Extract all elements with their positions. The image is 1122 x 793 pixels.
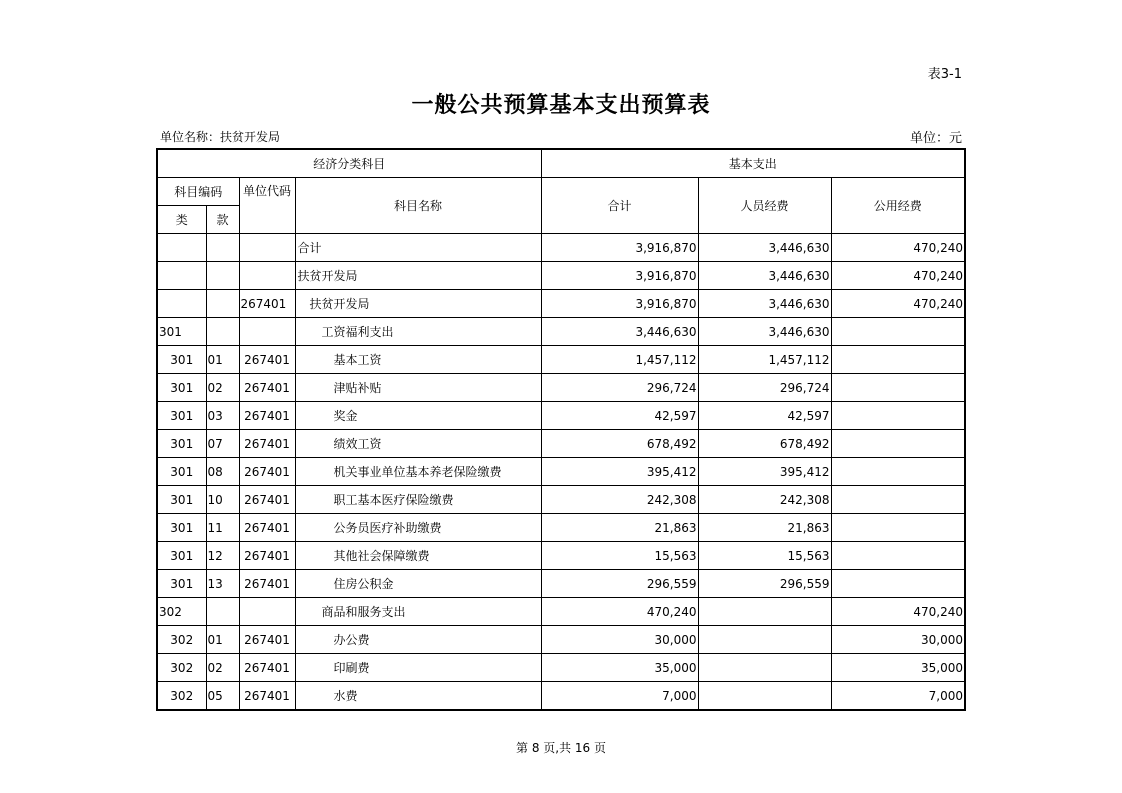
table-row: [157, 290, 965, 318]
cell-total: 3,916,870: [541, 262, 698, 290]
cell-unit-code: [239, 318, 295, 346]
unit-name: 单位名称：扶贫开发局: [160, 130, 281, 144]
cell-lei: 302: [157, 682, 206, 711]
cell-kuan: 05: [206, 682, 239, 711]
header-public: 公用经费: [831, 178, 965, 234]
cell-total: 42,597: [541, 402, 698, 430]
cell-kuan: 01: [206, 626, 239, 654]
table-row: [157, 598, 965, 626]
cell-public: 470,240: [831, 262, 965, 290]
table-row: [157, 514, 965, 542]
cell-subject-name: 扶贫开发局: [295, 262, 541, 290]
cell-unit-code: 267401: [239, 570, 295, 598]
page-number: 第 8 页,共 16 页: [516, 741, 606, 755]
cell-subject-name: 工资福利支出: [295, 318, 541, 346]
cell-subject-name: 商品和服务支出: [295, 598, 541, 626]
cell-total: 296,559: [541, 570, 698, 598]
cell-subject-name: 奖金: [295, 402, 541, 430]
header-personnel: 人员经费: [698, 178, 831, 234]
table-row: [157, 682, 965, 711]
cell-total: 395,412: [541, 458, 698, 486]
cell-subject-name: 合计: [295, 234, 541, 262]
cell-unit-code: 267401: [239, 374, 295, 402]
cell-personnel: [698, 654, 831, 682]
cell-unit-code: 267401: [239, 654, 295, 682]
table-row: [157, 318, 965, 346]
cell-kuan: [206, 234, 239, 262]
cell-unit-code: 267401: [239, 458, 295, 486]
table-row: [157, 626, 965, 654]
cell-total: 3,916,870: [541, 234, 698, 262]
cell-lei: 302: [157, 654, 206, 682]
table-row: [157, 234, 965, 262]
cell-kuan: 13: [206, 570, 239, 598]
cell-kuan: 12: [206, 542, 239, 570]
cell-total: 3,446,630: [541, 318, 698, 346]
cell-subject-name: 其他社会保障缴费: [295, 542, 541, 570]
cell-unit-code: [239, 262, 295, 290]
table-row: [157, 430, 965, 458]
cell-subject-name: 水费: [295, 682, 541, 711]
cell-personnel: 3,446,630: [698, 318, 831, 346]
cell-personnel: 3,446,630: [698, 234, 831, 262]
budget-table: [156, 148, 966, 711]
cell-personnel: 3,446,630: [698, 262, 831, 290]
cell-subject-name: 职工基本医疗保险缴费: [295, 486, 541, 514]
cell-lei: 301: [157, 430, 206, 458]
cell-lei: 301: [157, 542, 206, 570]
cell-lei: [157, 234, 206, 262]
header-lei: 类: [157, 206, 206, 234]
cell-personnel: 395,412: [698, 458, 831, 486]
cell-public: [831, 346, 965, 374]
table-id: 表3-1: [927, 67, 962, 82]
cell-total: 35,000: [541, 654, 698, 682]
cell-kuan: [206, 290, 239, 318]
header-unit-code: 单位代码: [239, 178, 295, 234]
cell-subject-name: 办公费: [295, 626, 541, 654]
cell-lei: [157, 262, 206, 290]
cell-total: 3,916,870: [541, 290, 698, 318]
cell-lei: 301: [157, 458, 206, 486]
cell-total: 15,563: [541, 542, 698, 570]
cell-public: 470,240: [831, 290, 965, 318]
cell-public: 470,240: [831, 234, 965, 262]
cell-public: [831, 514, 965, 542]
cell-public: [831, 374, 965, 402]
cell-lei: 301: [157, 346, 206, 374]
cell-public: 30,000: [831, 626, 965, 654]
cell-personnel: 42,597: [698, 402, 831, 430]
cell-lei: 301: [157, 486, 206, 514]
cell-subject-name: 印刷费: [295, 654, 541, 682]
cell-unit-code: 267401: [239, 626, 295, 654]
cell-public: [831, 318, 965, 346]
cell-personnel: 296,559: [698, 570, 831, 598]
currency-unit: 单位：元: [909, 131, 962, 146]
header-total: 合计: [541, 178, 698, 234]
cell-subject-name: 公务员医疗补助缴费: [295, 514, 541, 542]
cell-kuan: [206, 318, 239, 346]
cell-kuan: 01: [206, 346, 239, 374]
cell-kuan: 11: [206, 514, 239, 542]
cell-personnel: 678,492: [698, 430, 831, 458]
table-row: [157, 374, 965, 402]
cell-total: 296,724: [541, 374, 698, 402]
table-row: [157, 570, 965, 598]
cell-lei: 301: [157, 570, 206, 598]
cell-total: 1,457,112: [541, 346, 698, 374]
cell-lei: [157, 290, 206, 318]
cell-public: [831, 430, 965, 458]
cell-unit-code: 267401: [239, 514, 295, 542]
cell-total: 21,863: [541, 514, 698, 542]
cell-kuan: 02: [206, 374, 239, 402]
cell-total: 678,492: [541, 430, 698, 458]
cell-personnel: 21,863: [698, 514, 831, 542]
cell-subject-name: 扶贫开发局: [295, 290, 541, 318]
header-row-2: [157, 178, 965, 206]
cell-public: 7,000: [831, 682, 965, 711]
cell-public: 470,240: [831, 598, 965, 626]
cell-public: [831, 570, 965, 598]
cell-subject-name: 津贴补贴: [295, 374, 541, 402]
cell-subject-name: 绩效工资: [295, 430, 541, 458]
cell-personnel: 296,724: [698, 374, 831, 402]
header-basic-expense: 基本支出: [541, 149, 965, 178]
header-kuan: 款: [206, 206, 239, 234]
cell-personnel: [698, 682, 831, 711]
cell-unit-code: 267401: [239, 682, 295, 711]
cell-unit-code: 267401: [239, 346, 295, 374]
cell-public: [831, 542, 965, 570]
header-subject-name: 科目名称: [295, 178, 541, 234]
cell-lei: 302: [157, 598, 206, 626]
cell-total: 470,240: [541, 598, 698, 626]
cell-subject-name: 住房公积金: [295, 570, 541, 598]
table-row: [157, 486, 965, 514]
cell-personnel: 1,457,112: [698, 346, 831, 374]
cell-personnel: 242,308: [698, 486, 831, 514]
cell-public: [831, 458, 965, 486]
cell-personnel: 15,563: [698, 542, 831, 570]
cell-personnel: 3,446,630: [698, 290, 831, 318]
cell-lei: 301: [157, 318, 206, 346]
cell-kuan: [206, 262, 239, 290]
cell-lei: 301: [157, 374, 206, 402]
table-row: [157, 458, 965, 486]
cell-lei: 301: [157, 402, 206, 430]
cell-public: [831, 486, 965, 514]
cell-kuan: 08: [206, 458, 239, 486]
table-row: [157, 402, 965, 430]
cell-lei: 302: [157, 626, 206, 654]
cell-unit-code: 267401: [239, 290, 295, 318]
cell-public: [831, 402, 965, 430]
cell-lei: 301: [157, 514, 206, 542]
cell-unit-code: 267401: [239, 430, 295, 458]
cell-unit-code: 267401: [239, 542, 295, 570]
cell-unit-code: [239, 598, 295, 626]
cell-kuan: 02: [206, 654, 239, 682]
cell-kuan: 07: [206, 430, 239, 458]
cell-unit-code: 267401: [239, 402, 295, 430]
header-row-1: [157, 149, 965, 178]
cell-total: 30,000: [541, 626, 698, 654]
cell-unit-code: 267401: [239, 486, 295, 514]
table-row: [157, 654, 965, 682]
table-row: [157, 346, 965, 374]
cell-subject-name: 机关事业单位基本养老保险缴费: [295, 458, 541, 486]
cell-public: 35,000: [831, 654, 965, 682]
cell-subject-name: 基本工资: [295, 346, 541, 374]
cell-total: 242,308: [541, 486, 698, 514]
cell-total: 7,000: [541, 682, 698, 711]
cell-personnel: [698, 598, 831, 626]
cell-kuan: 03: [206, 402, 239, 430]
cell-kuan: [206, 598, 239, 626]
header-econ-class: 经济分类科目: [157, 149, 541, 178]
page-title: 一般公共预算基本支出预算表: [411, 93, 711, 118]
header-subject-code: 科目编码: [157, 178, 239, 206]
cell-unit-code: [239, 234, 295, 262]
table-row: [157, 262, 965, 290]
cell-personnel: [698, 626, 831, 654]
cell-kuan: 10: [206, 486, 239, 514]
table-row: [157, 542, 965, 570]
table-body: [157, 234, 965, 711]
